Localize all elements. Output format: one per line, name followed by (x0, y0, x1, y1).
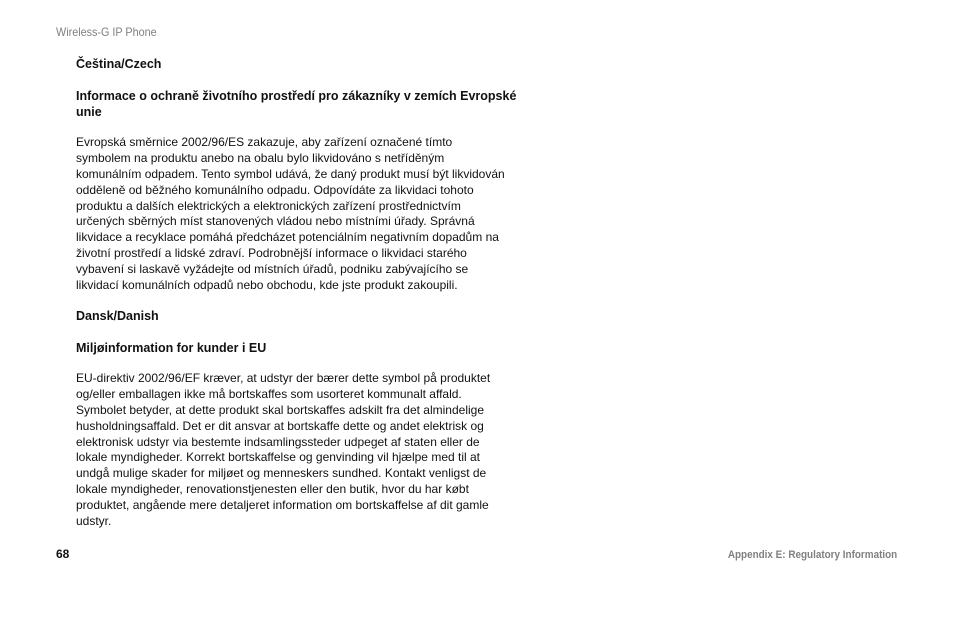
section-language-heading: Čeština/Czech (76, 57, 162, 71)
section-title: Informace o ochraně životního prostředí pro zákazníky v zemích Evropské unie (76, 88, 517, 119)
document-body (76, 57, 576, 545)
section-czech (76, 57, 576, 294)
section-paragraph: Evropská směrnice 2002/96/ES zakazuje, aby zařízení označené tímto symbolem na produktu anebo na obalu bylo likvidováno s netříděným komunálním odpadem. Tento symbol udává, že daný produkt musí být likvidován odděleně od běžného komunálního odpadu. Odpovídáte za likvidaci tohoto produktu a dalších elektrických a elektronických zařízení prostřednictvím určených sběrných míst stanovených vládou nebo místními úřady. Správná likvidace a recyklace pomáhá předcházet potenciálním negativním dopadům na životní prostředí a lidské zdraví. Podrobnější informace o likvidaci starého vybavení si laskavě vyžádejte od místních úřadů, podniku zabývajícího se likvidací komunálních odpadů nebo obchodu, kde jste produkt zakoupili. (76, 134, 505, 293)
running-header: Wireless-G IP Phone (56, 25, 157, 39)
running-footer: Appendix E: Regulatory Information (727, 549, 897, 561)
section-title: Miljøinformation for kunder i EU (76, 340, 267, 355)
section-language-heading: Dansk/Danish (76, 308, 159, 323)
section-danish (76, 309, 576, 530)
page-number: 68 (56, 547, 70, 561)
section-paragraph: EU-direktiv 2002/96/EF kræver, at udstyr der bærer dette symbol på produktet og/eller emballagen ikke må bortskaffes som usorteret kommunalt affald. Symbolet betyder, at dette produkt skal bortskaffes adskilt fra det almindelige husholdningsaffald. Det er dit ansvar at bortskaffe dette og andet elektrisk og elektronisk udstyr via bestemte indsamlingssteder udpeget af staten eller de lokale myndigheder. Korrekt bortskaffelse og genvinding vil hjælpe med til at undgå mulige skader for miljøet og menneskers sundhed. Kontakt venligst de lokale myndigheder, renovationstjenesten eller den butik, hvor du har købt produktet, angående mere detaljeret information om bortskaffelse af dit gamle udstyr. (76, 370, 491, 529)
